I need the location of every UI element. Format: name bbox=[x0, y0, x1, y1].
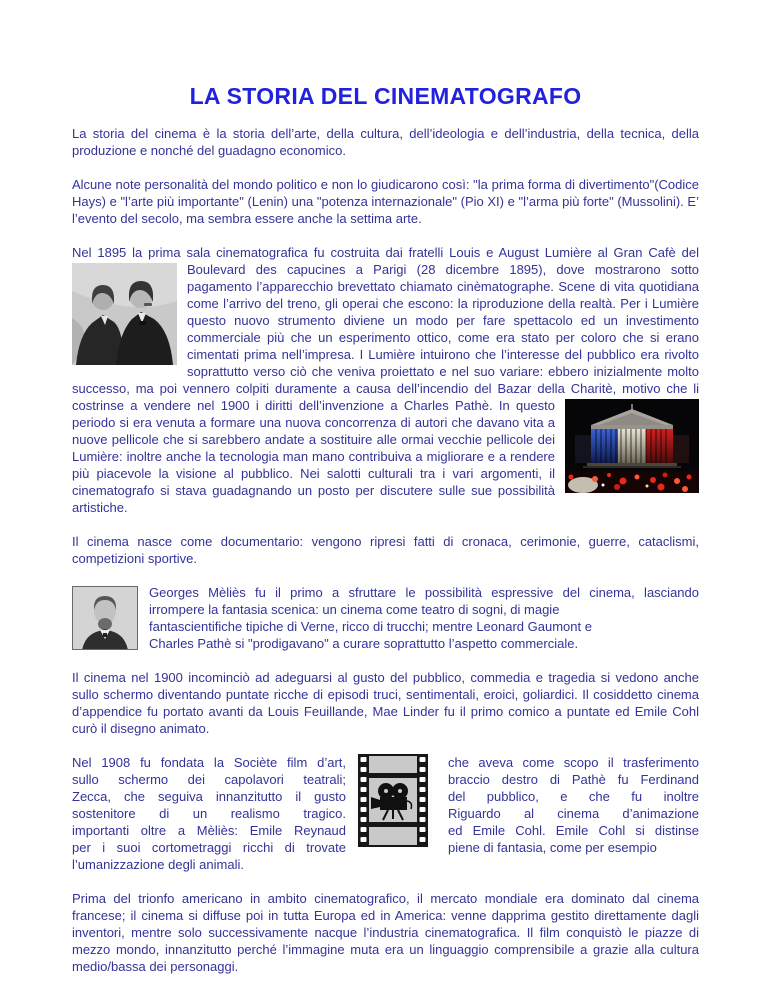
paragraph-intro: La storia del cinema è la storia dell’arte, della cultura, dell’ideologia e dell’industria, della tecnica, della produzione e nonché del guadagno economico. bbox=[72, 126, 699, 158]
text-line: del pubblico, e che fu inoltre bbox=[448, 789, 699, 804]
text-line: irrompere la fantasia scenica: un cinema come teatro di sogni, di magie bbox=[149, 602, 560, 617]
text-line: ed Emile Cohl. Emile Cohl si distinse bbox=[448, 823, 699, 838]
societe-left-column bbox=[72, 754, 346, 873]
text-line: piene di fantasia, come per esempio bbox=[448, 840, 657, 855]
paragraph-societe bbox=[72, 754, 699, 873]
lumiere-text-part1: Nel 1895 la prima sala cinematografica fu costruita dai fratelli Louis e August Lumière al Gran bbox=[72, 245, 643, 260]
page-title: LA STORIA DEL CINEMATOGRAFO bbox=[189, 83, 582, 109]
text-line: Charles Pathè si "prodigavano" a curare soprattutto l’aspetto commerciale. bbox=[149, 636, 579, 651]
text-line: Zecca, che seguiva innanzitutto il gusto bbox=[72, 789, 346, 804]
societe-right-column bbox=[448, 754, 699, 873]
text-line: che aveva come scopo il trasferimento bbox=[448, 755, 699, 770]
text-line: braccio destro di Pathè fu Ferdinand bbox=[448, 772, 699, 787]
lumiere-brothers-photo bbox=[72, 263, 177, 365]
text-line: l’umanizzazione degli animali. bbox=[72, 857, 244, 872]
paragraph-cinema-1900: Il cinema nel 1900 incominciò ad adeguarsi al gusto del pubblico, commedia e tragedia si vedono anche sullo schermo diventando puntate ricche di episodi truci, sentimentali, eroici, goliardici. Il cosiddetto cinema d’appendice fu portato avanti da Louis Feuillande, Mae Linder fu il primo comico a puntate ed Emile Cohl curò il disegno animato. bbox=[72, 670, 699, 736]
text-line: sostenitore di un realismo tragico. bbox=[72, 806, 346, 821]
paragraph-lumiere bbox=[72, 244, 699, 516]
lumiere-text-part2: Cafè del Boulevard des capucines a Parigi (28 dicembre 1895), dove mostrarono sotto pagamento l’apparecchio brevettato chiamato cinèmatographe. Scene di vita quotidiana come l’arrivo del treno, gli operai che escono: la riproduzione della realtà. Per i Lumière questo nuovo strumento diviene un modo per fare spettacolo ed un investimento commerciale più che un esperimento ottico, come era stato per coloro che si erano cimentati prima nell’impresa. I Lumière intuirono che l’interesse del pubblico era rivolto soprattutto verso ciò che veniva proiettato e nel suo variare: ebbero inizialmente molto successo, ma poi vennero colpiti duramente a causa dell’incendio del Bazar della Charitè, bbox=[72, 245, 699, 396]
paragraph-documentary: Il cinema nasce come documentario: vengono ripresi fatti di cronaca, cerimonie, guerre, cataclismi, competizioni sportive. bbox=[72, 534, 699, 566]
paragraph-melies bbox=[72, 584, 699, 652]
paragraph-french-market: Prima del trionfo americano in ambito cinematografico, il mercato mondiale era dominato dal cinema francese; il cinema si diffuse poi in tutta Europa ed in America: venne dapprima gestito direttamente dagli inventori, mentre solo successivamente nacque l’industria cinematografica. Il film conquistò le piazze di mezzo mondo, innanzitutto perché l’immagine muta era un linguaggio comprensibile a grazie alla cultura medio/bassa dei personaggi. bbox=[72, 891, 699, 974]
text-line: sullo schermo dei capolavori teatrali; bbox=[72, 772, 346, 787]
text-line: Georges Mèliès fu il primo a sfruttare le possibilità espressive del cinema, lasciando bbox=[149, 585, 699, 600]
melies-portrait-photo bbox=[72, 586, 138, 650]
text-line: importanti oltre a Mèliès: Emile Reynaud bbox=[72, 823, 346, 838]
illuminated-building-photo bbox=[565, 399, 699, 493]
text-line: Riguardo al cinema d’animazione bbox=[448, 806, 699, 821]
text-line: per i suoi cortometraggi ricchi di trovate bbox=[72, 840, 346, 855]
text-line: Nel 1908 fu fondata la Sociète film d’art, bbox=[72, 755, 346, 770]
film-strip-image bbox=[354, 754, 432, 873]
paragraph-politicians: Alcune note personalità del mondo politico e non lo giudicarono così: "la prima forma di divertimento"(Codice Hays) e "l’arte più importante" (Lenin) una "potenza internazionale" (Pio XI) e "l’arma più forte" (Mussolini). E’ l’evento del secolo, ma sembra essere anche la settima arte. bbox=[72, 177, 699, 226]
lumiere-text-part3: motivo che li costrinse a vendere nel 1900 i diritti dell’invenzione a Charles Pathè. In questo periodo si era venuta a formare una nuova concorrenza di autori che davano vita a nuove pellicole che si sarebbero andate a sostituire alle ormai vecchie pellicole dei Lumière: inoltre anche la tecnologia man mano contribuiva a migliorare e a rendere più piacevole la visione al pubblico. Nei salotti culturali tra i vari argomenti, il cinematografo si stava guadagnando un posto per discutere sulle sue possibilità artistiche. bbox=[72, 381, 699, 515]
text-line: fantascientifiche tipiche di Verne, ricco di trucchi; mentre Leonard Gaumont e bbox=[149, 619, 592, 634]
